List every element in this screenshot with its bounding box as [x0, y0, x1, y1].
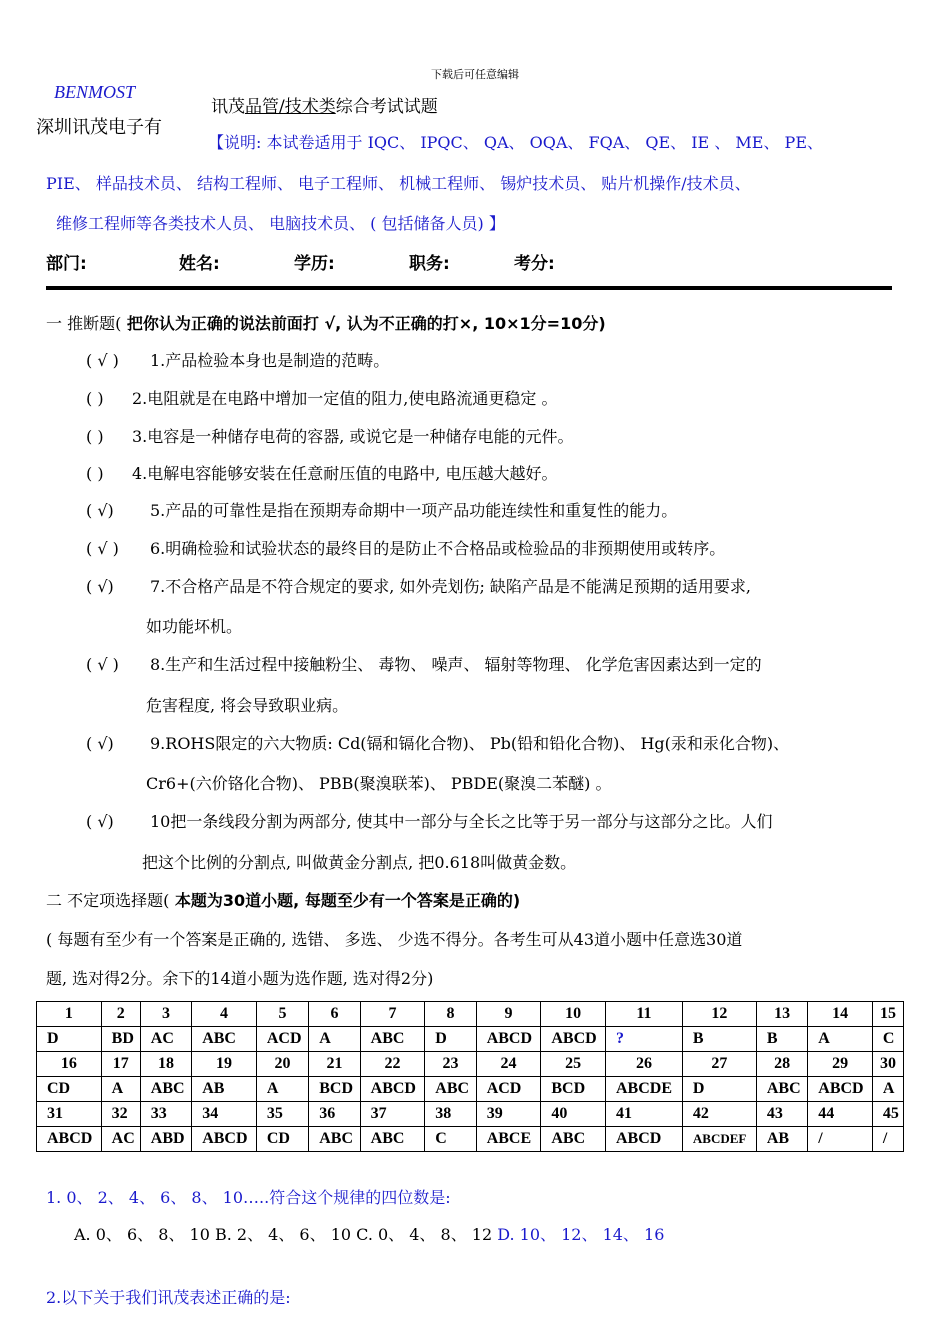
tf-item-9: [86, 731, 789, 754]
answer-cell: AC: [140, 1027, 191, 1052]
answer-cell: 38: [425, 1102, 476, 1127]
instruction-line-2: PIE、 样品技术员、 结构工程师、 电子工程师、 机械工程师、 锡炉技术员、 贴片机操作/技术员、: [46, 174, 751, 193]
answer-cell: 37: [360, 1102, 425, 1127]
answer-table-number-row: [37, 1052, 904, 1077]
answer-cell: ABC: [425, 1077, 476, 1102]
answer-cell: 32: [101, 1102, 140, 1127]
answer-cell: ?: [606, 1027, 683, 1052]
answer-cell: ABCD: [192, 1127, 257, 1152]
answer-cell: 42: [682, 1102, 756, 1127]
answer-cell: ABCD: [476, 1027, 541, 1052]
instruction-line-3: 维修工程师等各类技术人员、 电脑技术员、 ( 包括储备人员) 】: [56, 214, 505, 233]
section-2-heading: [46, 888, 520, 911]
exam-title-category: 品管/技术类: [245, 97, 336, 117]
answer-table-row: [37, 1077, 904, 1102]
tf-text: 5.产品的可靠性是指在预期寿命期中一项产品功能连续性和重复性的能力。: [150, 501, 678, 520]
answer-cell: 25: [541, 1052, 606, 1077]
answer-cell: 30: [872, 1052, 903, 1077]
answer-cell: D: [37, 1027, 102, 1052]
answer-cell: ABC: [192, 1027, 257, 1052]
answer-cell: ABC: [756, 1077, 807, 1102]
answer-cell: CD: [256, 1127, 308, 1152]
answer-table-number-row: [37, 1002, 904, 1027]
answer-cell: /: [872, 1127, 903, 1152]
section-1-prefix: 一 推断题(: [46, 314, 122, 333]
answer-cell: BCD: [541, 1077, 606, 1102]
answer-table-row: [37, 1027, 904, 1052]
answer-cell: 8: [425, 1002, 476, 1027]
tf-text: 1.产品检验本身也是制造的范畴。: [150, 351, 390, 370]
top-note: 下载后可任意编辑: [431, 68, 519, 81]
answer-cell: ABC: [140, 1077, 191, 1102]
answer-cell: A: [872, 1077, 903, 1102]
question-1-answer: D. 10、 12、 14、 16: [497, 1225, 665, 1244]
question-1: 1. 0、 2、 4、 6、 8、 10…..符合这个规律的四位数是:: [46, 1188, 451, 1207]
field-name: 姓名:: [179, 254, 220, 274]
answer-cell: ABCDE: [606, 1077, 683, 1102]
answer-cell: ACD: [476, 1077, 541, 1102]
answer-cell: A: [808, 1027, 873, 1052]
tf-mark: ( √): [86, 812, 114, 831]
tf-item-10-cont: 把这个比例的分割点, 叫做黄金分割点, 把0.618叫做黄金数。: [142, 853, 577, 872]
answer-cell: 1: [37, 1002, 102, 1027]
answer-cell: 16: [37, 1052, 102, 1077]
answer-cell: ABCD: [808, 1077, 873, 1102]
answer-cell: 12: [682, 1002, 756, 1027]
answer-cell: BD: [101, 1027, 140, 1052]
exam-title-prefix: 讯茂: [211, 97, 245, 117]
answer-cell: 31: [37, 1102, 102, 1127]
answer-cell: 28: [756, 1052, 807, 1077]
answer-cell: BCD: [309, 1077, 360, 1102]
tf-mark: ( ): [86, 389, 104, 408]
answer-cell: 45: [872, 1102, 903, 1127]
answer-cell: A: [309, 1027, 360, 1052]
answer-cell: 6: [309, 1002, 360, 1027]
answer-cell: C: [425, 1127, 476, 1152]
tf-item-6: [86, 536, 725, 559]
answer-cell: 40: [541, 1102, 606, 1127]
tf-mark: ( √ ): [86, 539, 119, 558]
answer-cell: ABC: [309, 1127, 360, 1152]
answer-cell: 27: [682, 1052, 756, 1077]
exam-title: [211, 92, 438, 117]
answer-cell: 44: [808, 1102, 873, 1127]
tf-mark: ( √): [86, 734, 114, 753]
answer-table: [36, 1001, 904, 1152]
answer-cell: 22: [360, 1052, 425, 1077]
answer-cell: 15: [872, 1002, 903, 1027]
answer-cell: AC: [101, 1127, 140, 1152]
answer-cell: ABCD: [606, 1127, 683, 1152]
tf-mark: ( √): [86, 501, 114, 520]
field-department: 部门:: [46, 254, 87, 274]
answer-table-row: [37, 1102, 904, 1127]
answer-cell: 17: [101, 1052, 140, 1077]
answer-cell: 5: [256, 1002, 308, 1027]
tf-item-8: [86, 652, 762, 675]
answer-cell: ABCDEF: [682, 1127, 756, 1152]
answer-cell: ABC: [360, 1027, 425, 1052]
tf-item-5: [86, 498, 677, 521]
answer-cell: ABCE: [476, 1127, 541, 1152]
answer-cell: 11: [606, 1002, 683, 1027]
answer-cell: ABCD: [541, 1027, 606, 1052]
tf-item-7-cont: 如功能坏机。: [146, 617, 243, 636]
answer-cell: 3: [140, 1002, 191, 1027]
answer-cell: ABC: [541, 1127, 606, 1152]
question-1-options: [74, 1222, 664, 1245]
field-education: 学历:: [294, 254, 335, 274]
answer-cell: A: [101, 1077, 140, 1102]
tf-item-10: [86, 809, 773, 832]
section-1-rule: 把你认为正确的说法前面打 √, 认为不正确的打×, 10×1分=10分): [121, 314, 606, 333]
tf-text: 7.不合格产品是不符合规定的要求, 如外壳划伤; 缺陷产品是不能满足预期的适用要求,: [150, 577, 752, 596]
section-2-note-1: ( 每题有至少有一个答案是正确的, 选错、 多选、 少选不得分。各考生可从43道小题中任意选30道: [46, 930, 743, 949]
tf-item-1: [86, 348, 389, 371]
company-name: 深圳讯茂电子有: [36, 117, 162, 138]
answer-cell: 4: [192, 1002, 257, 1027]
answer-cell: CD: [37, 1077, 102, 1102]
answer-cell: 43: [756, 1102, 807, 1127]
answer-cell: 41: [606, 1102, 683, 1127]
answer-cell: 10: [541, 1002, 606, 1027]
tf-item-7: [86, 574, 751, 597]
tf-text: 8.生产和生活过程中接触粉尘、 毒物、 噪声、 辐射等物理、 化学危害因素达到一定的: [150, 655, 762, 674]
tf-text: 4.电解电容能够安装在任意耐压值的电路中, 电压越大越好。: [132, 464, 558, 483]
field-score: 考分:: [514, 254, 555, 274]
answer-cell: 34: [192, 1102, 257, 1127]
answer-cell: D: [425, 1027, 476, 1052]
answer-cell: 19: [192, 1052, 257, 1077]
answer-cell: AB: [192, 1077, 257, 1102]
question-2: 2.以下关于我们讯茂表述正确的是:: [46, 1288, 291, 1307]
tf-mark: ( √): [86, 577, 114, 596]
answer-cell: B: [756, 1027, 807, 1052]
answer-cell: 20: [256, 1052, 308, 1077]
answer-cell: 18: [140, 1052, 191, 1077]
section-1-heading: [46, 311, 606, 334]
answer-table-row: [37, 1127, 904, 1152]
answer-cell: 35: [256, 1102, 308, 1127]
tf-text: 3.电容是一种储存电荷的容器, 或说它是一种储存电能的元件。: [132, 427, 574, 446]
company-logo: BENMOST: [54, 82, 135, 102]
section-2-note-2: 题, 选对得2分。余下的14道小题为选作题, 选对得2分): [46, 969, 434, 988]
header-divider: [46, 286, 892, 290]
answer-cell: 21: [309, 1052, 360, 1077]
tf-text: 10把一条线段分割为两部分, 使其中一部分与全长之比等于另一部分与这部分之比。人们: [150, 812, 773, 831]
answer-cell: 24: [476, 1052, 541, 1077]
tf-mark: ( ): [86, 427, 104, 446]
question-1-options-abc: A. 0、 6、 8、 10 B. 2、 4、 6、 10 C. 0、 4、 8、 12: [74, 1225, 493, 1244]
answer-cell: AB: [756, 1127, 807, 1152]
answer-cell: 23: [425, 1052, 476, 1077]
tf-text: 9.ROHS限定的六大物质: Cd(镉和镉化合物)、 Pb(铅和铅化合物)、 Hg(汞和汞化合物)、: [150, 734, 790, 753]
tf-mark: ( √ ): [86, 351, 119, 370]
exam-title-suffix: 综合考试试题: [335, 97, 438, 117]
answer-cell: 14: [808, 1002, 873, 1027]
answer-cell: 33: [140, 1102, 191, 1127]
tf-mark: ( ): [86, 464, 104, 483]
answer-cell: ABD: [140, 1127, 191, 1152]
tf-text: 6.明确检验和试验状态的最终目的是防止不合格品或检验品的非预期使用或转序。: [150, 539, 726, 558]
tf-mark: ( √ ): [86, 655, 119, 674]
answer-cell: 9: [476, 1002, 541, 1027]
tf-item-4: [86, 461, 557, 484]
instruction-line-1: 【说明: 本试卷适用于 IQC、 IPQC、 QA、 OQA、 FQA、 QE、 IE 、 ME、 PE、: [208, 133, 824, 152]
answer-cell: 39: [476, 1102, 541, 1127]
answer-cell: ABCD: [37, 1127, 102, 1152]
field-position: 职务:: [409, 254, 450, 274]
answer-cell: 36: [309, 1102, 360, 1127]
answer-cell: 2: [101, 1002, 140, 1027]
answer-cell: D: [682, 1077, 756, 1102]
answer-cell: ABC: [360, 1127, 425, 1152]
tf-item-8-cont: 危害程度, 将会导致职业病。: [146, 696, 349, 715]
answer-cell: ACD: [256, 1027, 308, 1052]
answer-cell: /: [808, 1127, 873, 1152]
answer-cell: 13: [756, 1002, 807, 1027]
tf-item-9-cont: Cr6+(六价铬化合物)、 PBB(聚溴联苯)、 PBDE(聚溴二苯醚) 。: [146, 774, 612, 793]
answer-cell: B: [682, 1027, 756, 1052]
answer-cell: 29: [808, 1052, 873, 1077]
answer-cell: C: [872, 1027, 903, 1052]
section-2-rule: 本题为30道小题, 每题至少有一个答案是正确的): [169, 891, 521, 910]
tf-item-2: [86, 386, 557, 409]
answer-cell: ABCD: [360, 1077, 425, 1102]
tf-item-3: [86, 424, 573, 447]
answer-cell: 7: [360, 1002, 425, 1027]
section-2-prefix: 二 不定项选择题(: [46, 891, 170, 910]
answer-cell: A: [256, 1077, 308, 1102]
answer-cell: 26: [606, 1052, 683, 1077]
tf-text: 2.电阻就是在电路中增加一定值的阻力,使电路流通更稳定 。: [132, 389, 558, 408]
